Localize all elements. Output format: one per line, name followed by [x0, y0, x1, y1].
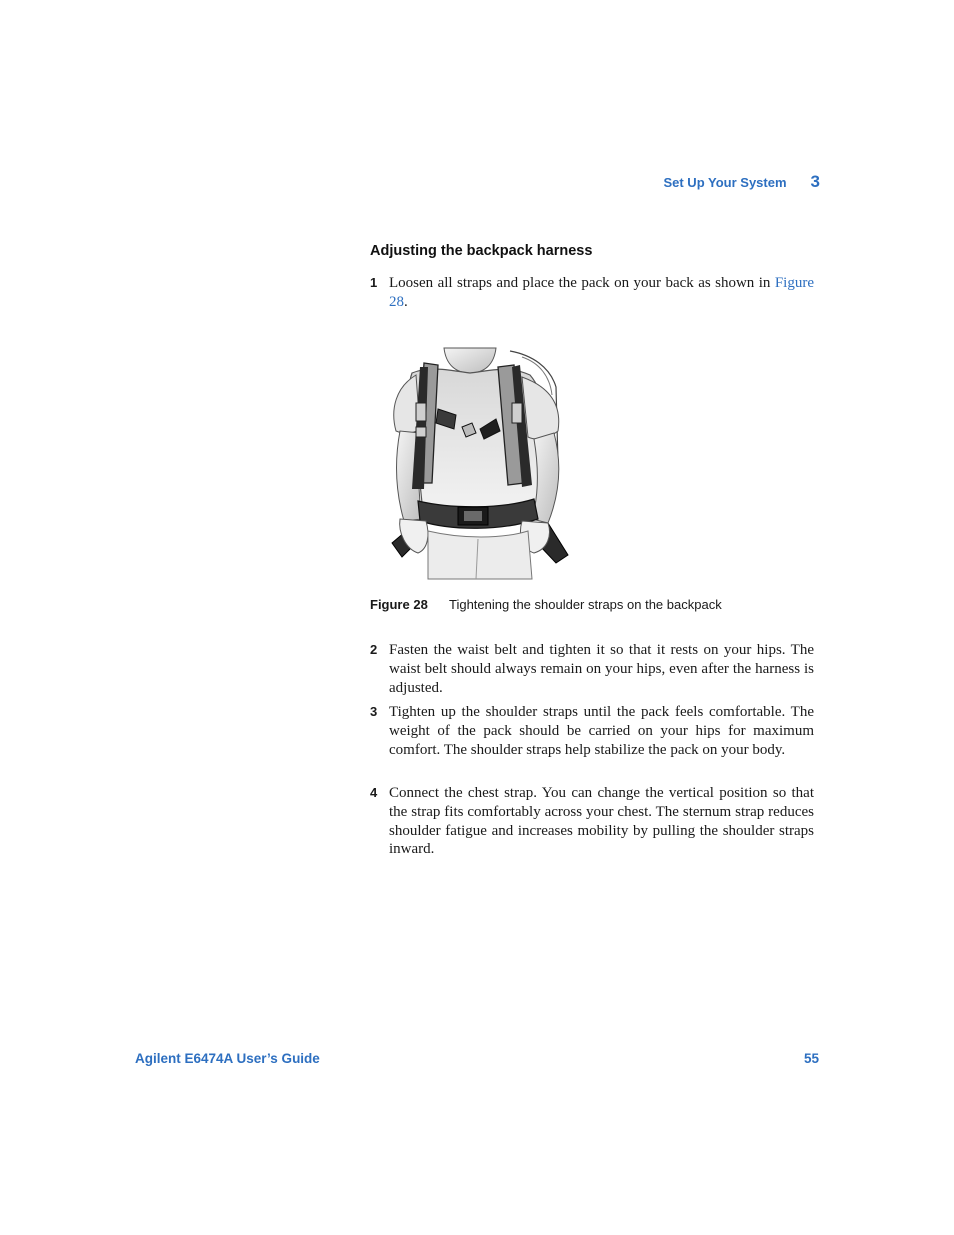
step-text: Connect the chest strap. You can change the vertical position so that the strap fits comfortably across your chest. The sternum strap reduces shoulder fatigue and increases mobility by pulling the shoulder straps inward. [389, 785, 814, 858]
step-number: 2 [370, 642, 378, 657]
figure-caption [370, 597, 722, 612]
backpack-harness-illustration [372, 343, 588, 587]
section-heading: Adjusting the backpack harness [370, 243, 593, 259]
step-number: 4 [370, 785, 378, 800]
step-text: Tighten up the shoulder straps until the pack feels comfortable. The weight of the pack should be carried on your hips for maximum comfort. The shoulder straps help stabilize the pack on your body. [389, 704, 814, 758]
footer-title: Agilent E6474A User’s Guide [135, 1051, 320, 1066]
step-1 [370, 274, 814, 312]
step-number: 3 [370, 704, 378, 719]
page-number: 55 [803, 1051, 819, 1066]
section-title: Set Up Your System [663, 175, 787, 190]
step-2 [370, 641, 814, 697]
running-header [663, 172, 820, 192]
step-3 [370, 703, 814, 759]
step-text: Fasten the waist belt and tighten it so that it rests on your hips. The waist belt should always remain on your hips, even after the harness is adjusted. [389, 642, 814, 696]
step-text [389, 274, 814, 312]
step-text-part: . [404, 293, 408, 310]
step-4 [370, 784, 814, 859]
figure-caption-text: Tightening the shoulder straps on the backpack [449, 597, 722, 612]
step-number: 1 [370, 275, 378, 290]
figure-link[interactable]: Figure 28 [389, 275, 814, 310]
chapter-number: 3 [810, 172, 820, 191]
step-text-part: Loosen all straps and place the pack on your back as shown in [389, 275, 775, 291]
figure-label: Figure 28 [370, 597, 428, 612]
